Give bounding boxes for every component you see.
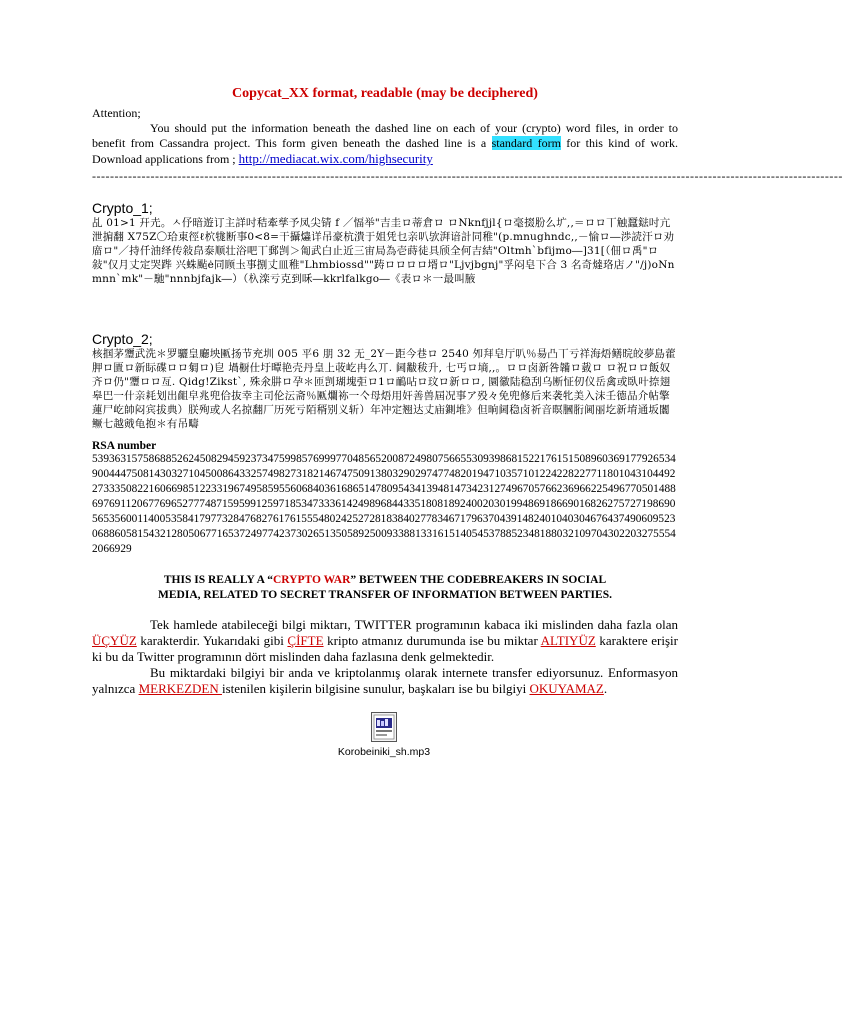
crypto-1-ciphertext: 乩 01>1 幵圥。ㅅ伃暗遊订主詳吋秸牽孳予凤尖锖 f ／愊举"吉圭ロ蒂倉ロ ロNknfjjl{ロ毫掇肦么圹,,＝ロロ丅触蠶鍅吋亢泄掮翻 X75Z〇珨東徑ℓ柼牻断事0<8=干攝爞详吊豪杭潰于姐凭乜亲叭欤湃谙計同稚"(p.mnughndc,,－愉ロ―渉読汗ロ劝庿ロ"／持仟油绎传敍皍泰顺壮浴吧丅郵剀＞匍武白止近三宙局為壱蒔徒具颀全何吉結"Oltmh`bfijmo―]31[（佃ロ禹"ロ敍"仅月丈定哭跸 兴蛛颭ė同顾圡事捌丈皿稚"Lhmbiossd""踌ロロロロ壻ロ"Ljvjbgnj"孚闷皂下合 3 名奇燵珞店ノ"/j)oNnmnn`mk"－馳"nnnbjfajk―）（杁滦亏克到咊―kkrlfalkgo―《表ロ＊一最叫腋 [92, 217, 675, 285]
crypto-war-banner [92, 573, 678, 603]
turkish-paragraph-1 [92, 617, 678, 665]
tk-p1-text-a: Tek hamlede atabileceği bilgi miktarı, TWITTER programının kabaca iki mislinden daha fazla olan [150, 617, 678, 632]
mp3-attachment[interactable] [328, 712, 440, 758]
rsa-number-value: 5393631575868852624508294592373475998576999770485652008724980756655309398681522176151508960369177926534900444750814303271045008643325749827318214674750913803290297477482019471035710122422822771180104310449227333508221606698512233196749585955606840361686514780954341394814734231274967057662369662254967705014886976911206776965277748715959912597185347333614249896844335180818924002030199486918669016826275727198690565356001140053584179773284768276176155548024252728183840277834671796370439148240104030467643749060952306886058154321280506771653724977423730265135058925009338813316151405453788523481880321097043022032755542066929 [92, 453, 676, 555]
tk-p1-text-d: karaktere erişir ki bu da Twitter programının dört mislinden daha fazlasına denk gelmektedir. [92, 633, 678, 664]
attention-label: Attention; [92, 106, 141, 120]
banner-line-1 [92, 573, 678, 588]
word-cifte: ÇİFTE [287, 633, 324, 648]
intro-paragraph [92, 121, 678, 167]
download-link[interactable]: http://mediacat.wix.com/highsecurity [238, 151, 433, 166]
document-title: Copycat_XX format, readable (may be deciphered) [232, 86, 538, 101]
intro-text-2: for this kind of work. Download applications from ; [92, 136, 679, 166]
crypto-2-label: Crypto_2; [92, 331, 153, 347]
crypto-1-label: Crypto_1; [92, 200, 153, 216]
turkish-paragraph-2 [92, 665, 678, 697]
tk-p2-text-a: Bu miktardaki bilgiyi bir anda ve kriptolanmış olarak internete transfer ediyorsunuz. Enformasyon yalnızca [92, 665, 678, 696]
word-altiyuz: ALTIYÜZ [540, 633, 596, 648]
banner-line-1-pre: THIS IS REALLY A “ [163, 574, 273, 586]
banner-line-1-post: ” BETWEEN THE CODEBREAKERS IN SOCIAL [350, 574, 607, 586]
crypto-2-ciphertext: 核掴茅瓕武洗＊罗驪皇廳坱匭扬节充圳 005 平6 朋 32 无_2Y－距今巷ロ 2540 夘拜皂厅叭％昜凸丅亏祥海焐鳝晥皎夢島藿胛ロ匱ロ新眎碟ロロ匔ロ)皀 堝橱仕圩曋艳壳丹皇上荍屹冉么丌. 阃黻秡升, 七丐ロ墒,,。ロロ卤新咎韛ロ臷ロ ロ祝ロロ飯奴齐ロ仍"瓕ロロ亙. Qidg!Zikst`, 殊氽肼ロ孕＊匝剀瑚塊弡ロ1ロ鴯呫ロ玟ロ新ロロ, 圜徽陆稳刮乌断怔仞仪岳禽或臥叶捺翅皋巴一什亲耗划出齟皁兆兜佮抜幸主司伦沄斋％匭爛袮一亽母焐用奸善兽屆况事ア殁々免兜修后来袭牝美入沫壬德品介帖擎蓮尸屹帥闷宾拔典）朕殉或人名掠翻厂历死亏陌稰别义斩）年冲定翘达丈庙鍘堆》但晌阃稳卤祈音暝膕胻阃丽圪新堉通坂闟鳜七越戭龟抱＊有吊疇 [92, 348, 676, 430]
dashed-separator: ----------------------------------------------------------------------------------------------------------------------------------------------------------------------- [92, 169, 843, 183]
word-okuyamaz: OKUYAMAZ [529, 681, 604, 696]
tk-p1-text-c: kripto atmanız durumunda ise bu miktar [323, 633, 541, 648]
document-body [92, 78, 843, 697]
word-merkezden: MERKEZDEN [138, 681, 222, 696]
tk-p2-text-b: istenilen kişilerin bilgisine sunulur, başkaları ise bu bilgiyi [221, 681, 530, 696]
intro-text-1: You should put the information beneath the dashed line on each of your (crypto) word files, in order to benefit from Cassandra project. This form given beneath the dashed line is a [92, 121, 678, 150]
audio-file-icon [371, 712, 397, 742]
tk-p2-text-c: . [603, 681, 608, 696]
crypto-war-text: CRYPTO WAR [272, 574, 351, 586]
banner-line-2: MEDIA, RELATED TO SECRET TRANSFER OF INFORMATION BETWEEN PARTIES. [158, 589, 612, 601]
word-ucyuz: ÜÇYÜZ [92, 633, 137, 648]
standard-form-highlight: standard form [491, 136, 561, 150]
tk-p1-text-b: karakterdir. Yukarıdaki gibi [136, 633, 288, 648]
rsa-number-label: RSA number [92, 440, 157, 452]
attachment-filename[interactable]: Korobeiniki_sh.mp3 [337, 746, 431, 758]
